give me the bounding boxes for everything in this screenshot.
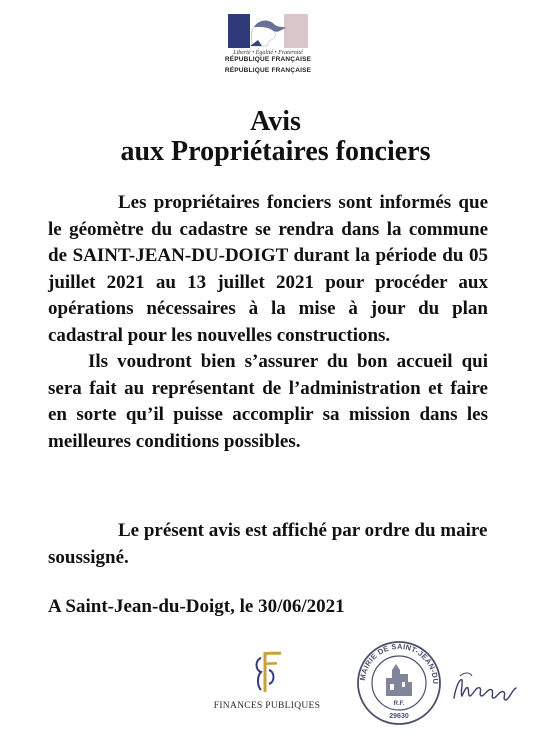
mairie-stamp (356, 640, 442, 731)
republic-name: RÉPUBLIQUE FRANÇAISE (224, 56, 312, 63)
place-and-date: A Saint-Jean-du-Doigt, le 30/06/2021 (48, 596, 345, 617)
marianne-profile-icon (238, 16, 288, 48)
finances-publiques-icon (247, 650, 287, 694)
body-paragraph-1: Les propriétaires fonciers sont informés que le géomètre du cadastre se rendra dans la commune de SAINT-JEAN-DU-DOIGT durant la période du 05 juillet 2021 au 13 juillet 2021 pour procéder aux opérations nécessaires à la mise à jour du plan cadastral pour les nouvelles constructions. (48, 192, 488, 346)
page-subtitle: aux Propriétaires fonciers (120, 136, 431, 167)
republic-name-repeat: RÉPUBLIQUE FRANÇAISE (224, 67, 312, 74)
finances-publiques-label: FINANCES PUBLIQUES (213, 701, 321, 711)
finances-publiques-logo (212, 650, 322, 711)
posting-notice (48, 518, 488, 571)
stamp-postcode: 29630 (389, 713, 409, 720)
notice-paragraph: Le présent avis est affiché par ordre du maire soussigné. (48, 520, 488, 568)
notice-body (48, 190, 488, 455)
stamp-rf: R.F. (393, 701, 405, 707)
republique-francaise-logo (224, 14, 312, 74)
page-title: Avis (250, 106, 301, 137)
republic-motto: Liberté • Égalité • Fraternité (233, 50, 303, 56)
marianne-flag-icon (228, 14, 308, 48)
handwritten-signature-icon (450, 668, 520, 708)
stamp-seal-icon (356, 640, 442, 726)
stamp-text: MAIRIE DE SAINT-JEAN-DU (357, 641, 441, 685)
body-paragraph-2: Ils voudront bien s’assurer du bon accueil qui sera fait au représentant de l’administration et faire en sorte qu’il puisse accomplir sa mission dans les meilleures conditions possibles. (48, 351, 488, 452)
mayor-signature (450, 668, 520, 713)
